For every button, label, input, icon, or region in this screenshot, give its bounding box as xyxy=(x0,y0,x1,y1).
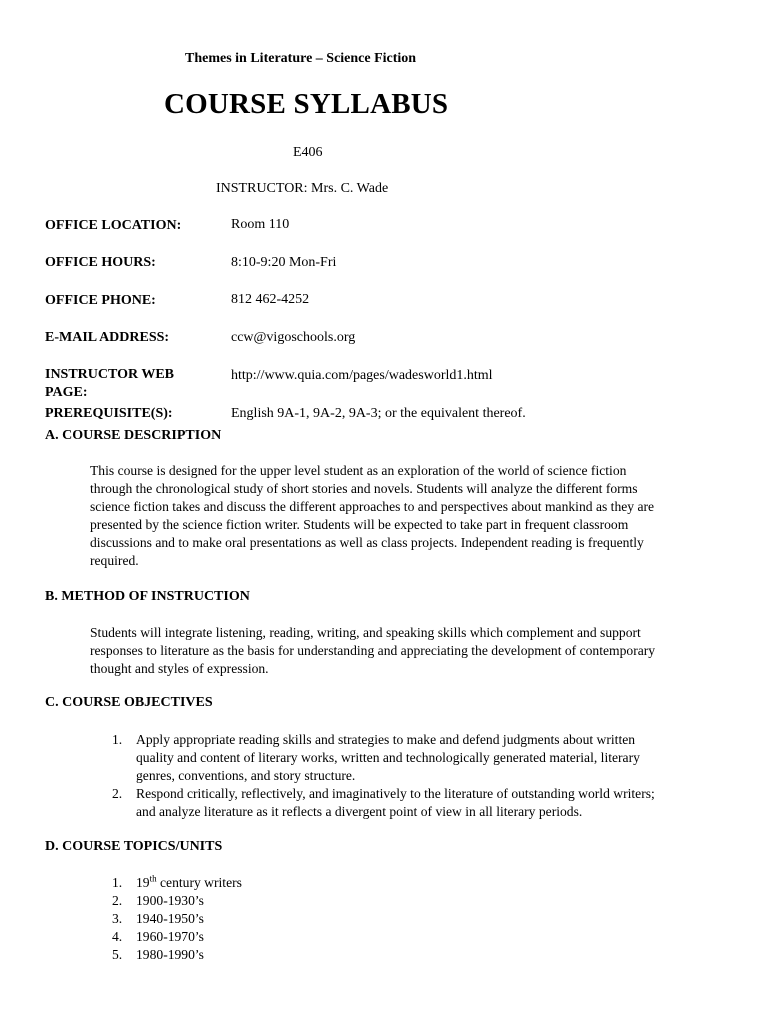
objectives-list xyxy=(90,731,730,821)
list-number: 1. xyxy=(112,732,123,747)
list-number: 2. xyxy=(112,785,123,801)
topic-text: 1940-1950’s xyxy=(136,910,204,926)
description-line: through the chronological study of short stories and novels. Students will analyze the different forms xyxy=(90,480,638,496)
web-page-link[interactable]: http://www.quia.com/pages/wadesworld1.html xyxy=(231,368,493,383)
email-label: E-MAIL ADDRESS: xyxy=(45,330,170,345)
course-code: E406 xyxy=(293,145,323,160)
topic-text: 1980-1990’s xyxy=(136,946,204,962)
office-hours-label: OFFICE HOURS: xyxy=(45,255,156,270)
list-item xyxy=(90,731,730,785)
topics-list xyxy=(90,874,730,964)
topic-superscript: th xyxy=(149,873,157,884)
objective-line: Respond critically, reflectively, and imaginatively to the literature of outstanding world writers; xyxy=(136,785,655,801)
description-line: discussions and to make oral presentations as well as class projects. Independent reading is frequently xyxy=(90,534,644,550)
office-hours-value: 8:10-9:20 Mon-Fri xyxy=(231,255,337,270)
method-line: responses to literature as the basis for understanding and appreciating the development of contemporary xyxy=(90,642,656,658)
list-item xyxy=(90,910,730,928)
instructor-line: INSTRUCTOR: Mrs. C. Wade xyxy=(216,181,389,196)
page-title: COURSE SYLLABUS xyxy=(164,88,449,120)
list-number: 4. xyxy=(112,928,123,944)
method-line: Students will integrate listening, reading, writing, and speaking skills which complement and support xyxy=(90,625,641,640)
method-line: thought and styles of expression. xyxy=(90,660,269,676)
prerequisites-value: English 9A-1, 9A-2, 9A-3; or the equivalent thereof. xyxy=(231,406,526,421)
topic-century: 19 xyxy=(136,875,150,890)
email-value[interactable]: ccw@vigoschools.org xyxy=(231,330,356,345)
objective-line: genres, conventions, and story structure. xyxy=(136,767,356,783)
description-line: This course is designed for the upper level student as an exploration of the world of science fiction xyxy=(90,463,627,478)
list-number: 5. xyxy=(112,946,123,962)
list-number: 3. xyxy=(112,910,123,926)
list-item xyxy=(90,785,730,821)
topic-text: 1900-1930’s xyxy=(136,892,204,908)
office-location-label: OFFICE LOCATION: xyxy=(45,218,182,233)
course-name: Themes in Literature – Science Fiction xyxy=(185,51,417,66)
list-item xyxy=(90,892,730,910)
objective-line: Apply appropriate reading skills and strategies to make and defend judgments about written xyxy=(136,732,636,747)
office-phone-label: OFFICE PHONE: xyxy=(45,293,156,308)
office-phone-value: 812 462-4252 xyxy=(231,292,310,307)
objective-line: quality and content of literary works, written and technologically generated material, literary xyxy=(136,749,640,765)
section-d-heading: D. COURSE TOPICS/UNITS xyxy=(45,839,223,854)
office-location-value: Room 110 xyxy=(231,217,290,232)
list-number: 2. xyxy=(112,892,123,908)
list-item xyxy=(90,928,730,946)
list-number: 1. xyxy=(112,875,123,890)
course-description xyxy=(90,462,730,569)
web-page-label-line2: PAGE: xyxy=(45,385,88,400)
method-of-instruction xyxy=(90,624,730,678)
description-line: presented by the science fiction writer. Students will be expected to take part in frequent classroom xyxy=(90,516,629,532)
section-a-heading: A. COURSE DESCRIPTION xyxy=(45,428,222,443)
prerequisites-label: PREREQUISITE(S): xyxy=(45,406,173,421)
list-item xyxy=(90,874,730,892)
list-item xyxy=(90,946,730,964)
section-b-heading: B. METHOD OF INSTRUCTION xyxy=(45,589,250,604)
web-page-label-line1: INSTRUCTOR WEB xyxy=(45,367,175,382)
topic-text: century writers xyxy=(156,875,242,890)
description-line: required. xyxy=(90,552,139,568)
description-line: science fiction takes and discuss the different approaches to and perspectives about mankind as they are xyxy=(90,498,655,514)
topic-text: 1960-1970’s xyxy=(136,928,204,944)
section-c-heading: C. COURSE OBJECTIVES xyxy=(45,695,213,710)
objective-line: and analyze literature as it reflects a divergent point of view in all literary periods. xyxy=(136,803,583,819)
